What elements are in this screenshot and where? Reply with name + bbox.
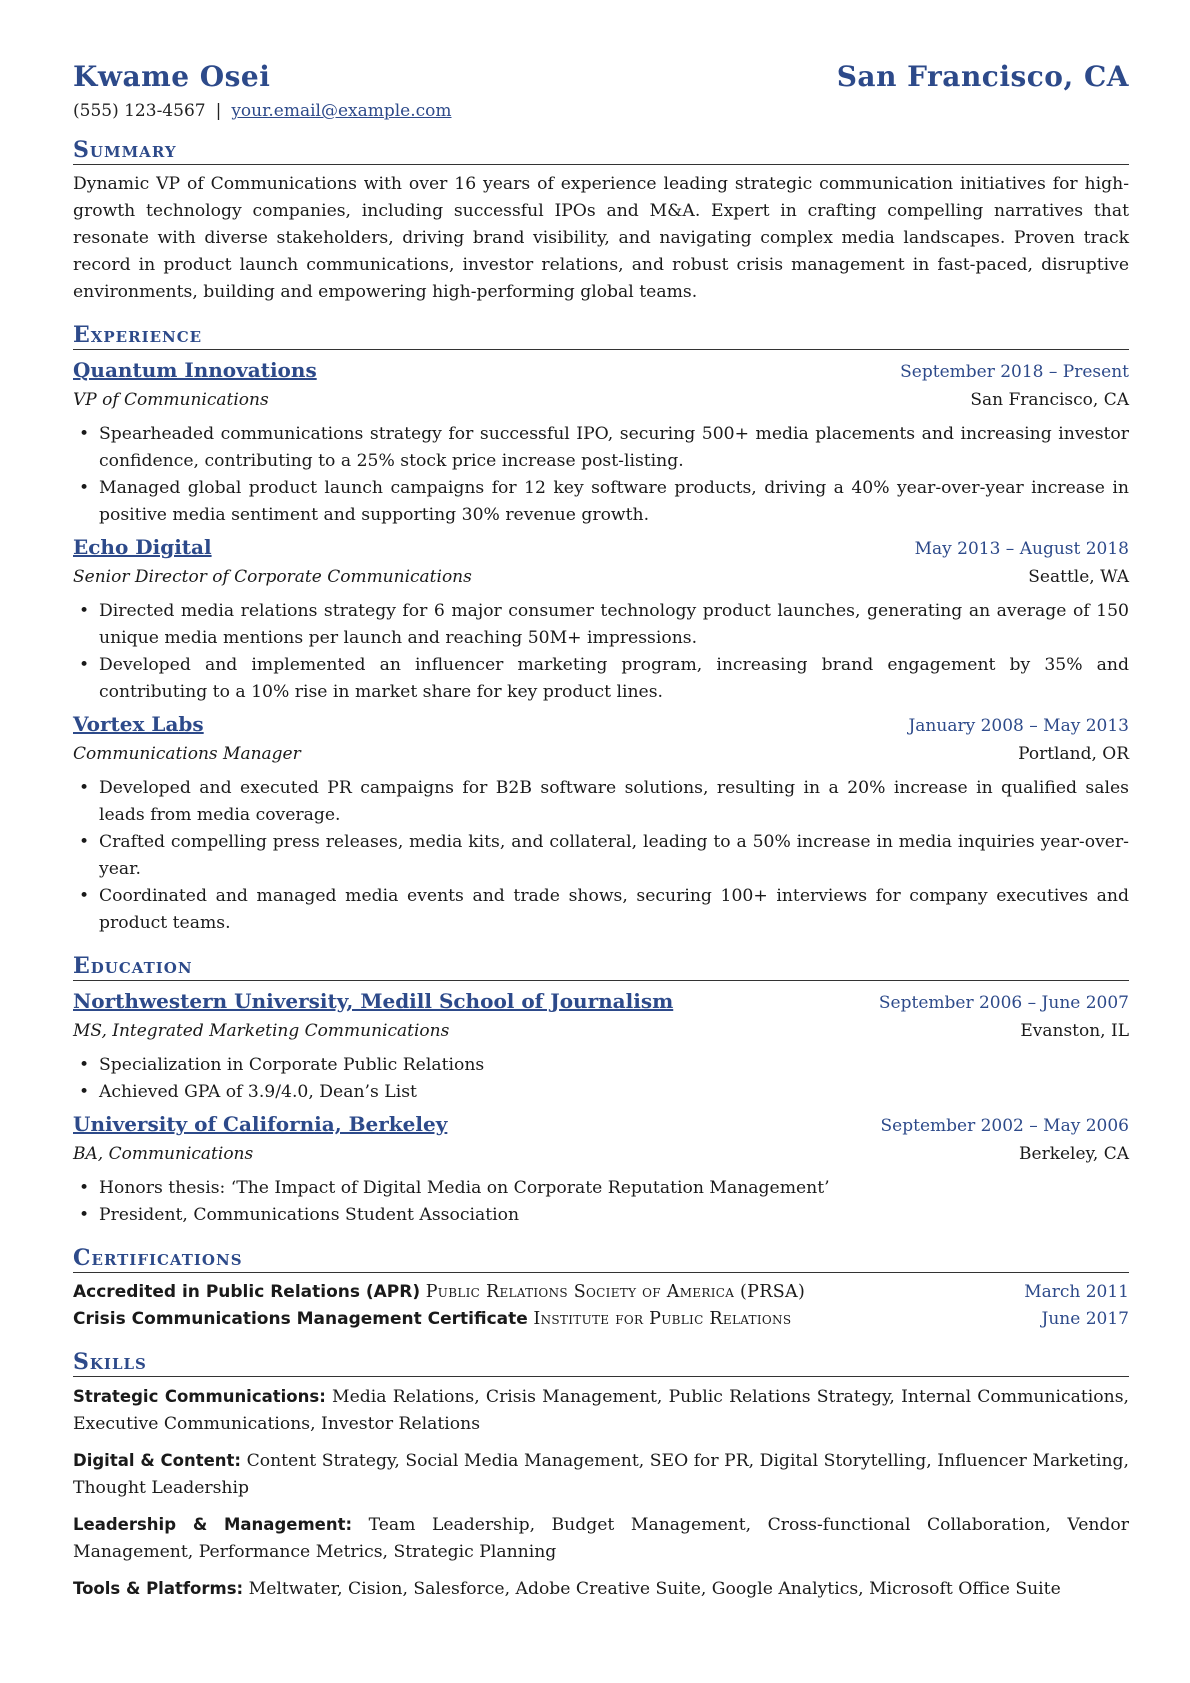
education-entry xyxy=(73,987,1129,1106)
list-item: • President, Communications Student Association xyxy=(73,1202,1129,1229)
contact-separator: | xyxy=(215,101,222,121)
skill-group-items: Media Relations, Crisis Management, Public Relations Strategy, Internal Communications, Executive Communications, Investor Relations xyxy=(73,1387,1129,1434)
list-item: • Developed and implemented an influencer marketing program, increasing brand engagement by 35% and contributing to a 10% rise in market share for key product lines. xyxy=(73,652,1129,706)
degree: MS, Integrated Marketing Communications xyxy=(73,1021,450,1041)
certification-date: March 2011 xyxy=(1024,1282,1129,1302)
school-link[interactable]: Northwestern University, Medill School of Journalism xyxy=(73,989,674,1013)
skill-group xyxy=(73,1575,1129,1603)
contact-line xyxy=(73,101,1129,121)
certification-name: Crisis Communications Management Certificate xyxy=(73,1309,528,1329)
list-item: • Directed media relations strategy for 6 major consumer technology product launches, generating an average of 150 unique media mentions per launch and reaching 50M+ impressions. xyxy=(73,598,1129,652)
candidate-location: San Francisco, CA xyxy=(836,60,1129,93)
skill-group-items: Team Leadership, Budget Management, Cross-functional Collaboration, Vendor Management, Performance Metrics, Strategic Planning xyxy=(73,1515,1129,1562)
education-bullets xyxy=(73,1052,1129,1106)
school-location: Evanston, IL xyxy=(1020,1021,1129,1041)
job-entry xyxy=(73,710,1129,937)
section-title-summary: Summary xyxy=(73,137,1129,165)
job-location: Portland, OR xyxy=(1018,744,1129,764)
section-title-experience: Experience xyxy=(73,322,1129,350)
job-bullets xyxy=(73,421,1129,529)
job-entry xyxy=(73,533,1129,706)
list-item: • Achieved GPA of 3.9/4.0, Dean’s List xyxy=(73,1079,1129,1106)
skill-group-label: Leadership & Management: xyxy=(73,1515,353,1534)
job-location: San Francisco, CA xyxy=(970,390,1129,410)
job-bullets xyxy=(73,775,1129,937)
list-item: • Spearheaded communications strategy for successful IPO, securing 500+ media placements and increasing investor confidence, contributing to a 25% stock price increase post-listing. xyxy=(73,421,1129,475)
certification-row xyxy=(73,1279,1129,1306)
skill-group-label: Digital & Content: xyxy=(73,1451,242,1470)
education-dates: September 2002 – May 2006 xyxy=(880,1116,1129,1136)
list-item: • Managed global product launch campaigns for 12 key software products, driving a 40% year-over-year increase in positive media sentiment and supporting 30% revenue growth. xyxy=(73,475,1129,529)
summary-text: Dynamic VP of Communications with over 16 years of experience leading strategic communication initiatives for high-growth technology companies, including successful IPOs and M&A. Expert in crafting compelling narratives that resonate with diverse stakeholders, driving brand visibility, and navigating complex media landscapes. Proven track record in product launch communications, investor relations, and robust crisis management in fast-paced, disruptive environments, building and empowering high-performing global teams. xyxy=(73,174,1129,302)
job-location: Seattle, WA xyxy=(1028,567,1129,587)
section-title-skills: Skills xyxy=(73,1349,1129,1377)
company-link[interactable]: Echo Digital xyxy=(73,535,212,559)
job-entry xyxy=(73,356,1129,529)
skill-group-items: Content Strategy, Social Media Management, SEO for PR, Digital Storytelling, Influencer Marketing, Thought Leadership xyxy=(73,1451,1129,1498)
skill-group xyxy=(73,1511,1129,1566)
candidate-name: Kwame Osei xyxy=(73,60,271,93)
certification-date: June 2017 xyxy=(1041,1309,1129,1329)
skill-group xyxy=(73,1383,1129,1438)
education-entry xyxy=(73,1110,1129,1229)
list-item: • Specialization in Corporate Public Relations xyxy=(73,1052,1129,1079)
list-item: • Developed and executed PR campaigns for B2B software solutions, resulting in a 20% increase in qualified sales leads from media coverage. xyxy=(73,775,1129,829)
job-dates: May 2013 – August 2018 xyxy=(914,539,1129,559)
education-bullets xyxy=(73,1175,1129,1229)
skill-group-label: Tools & Platforms: xyxy=(73,1579,244,1598)
phone-number: (555) 123-4567 xyxy=(73,101,206,121)
resume-content xyxy=(73,60,1129,1612)
skill-group-label: Strategic Communications: xyxy=(73,1387,326,1406)
list-item: • Crafted compelling press releases, media kits, and collateral, leading to a 50% increase in media inquiries year-over-year. xyxy=(73,829,1129,883)
job-role: Communications Manager xyxy=(73,744,301,764)
section-title-education: Education xyxy=(73,953,1129,981)
header xyxy=(73,60,1129,93)
job-bullets xyxy=(73,598,1129,706)
job-dates: September 2018 – Present xyxy=(900,362,1129,382)
company-link[interactable]: Quantum Innovations xyxy=(73,358,317,382)
list-item: • Honors thesis: ‘The Impact of Digital Media on Corporate Reputation Management’ xyxy=(73,1175,1129,1202)
email-link[interactable]: your.email@example.com xyxy=(231,101,452,121)
job-role: Senior Director of Corporate Communications xyxy=(73,567,472,587)
certification-org: Institute for Public Relations xyxy=(533,1309,792,1329)
degree: BA, Communications xyxy=(73,1144,254,1164)
education-dates: September 2006 – June 2007 xyxy=(878,993,1129,1013)
school-location: Berkeley, CA xyxy=(1019,1144,1129,1164)
certification-name: Accredited in Public Relations (APR) xyxy=(73,1282,421,1302)
school-link[interactable]: University of California, Berkeley xyxy=(73,1112,448,1136)
certification-row xyxy=(73,1306,1129,1333)
skill-group-items: Meltwater, Cision, Salesforce, Adobe Creative Suite, Google Analytics, Microsoft Office Suite xyxy=(248,1579,1061,1599)
section-title-certifications: Certifications xyxy=(73,1245,1129,1273)
company-link[interactable]: Vortex Labs xyxy=(73,712,204,736)
certification-org: Public Relations Society of America (PRSA) xyxy=(425,1282,806,1302)
list-item: • Coordinated and managed media events and trade shows, securing 100+ interviews for company executives and product teams. xyxy=(73,883,1129,937)
job-role: VP of Communications xyxy=(73,390,269,410)
skill-group xyxy=(73,1447,1129,1502)
job-dates: January 2008 – May 2013 xyxy=(908,716,1129,736)
